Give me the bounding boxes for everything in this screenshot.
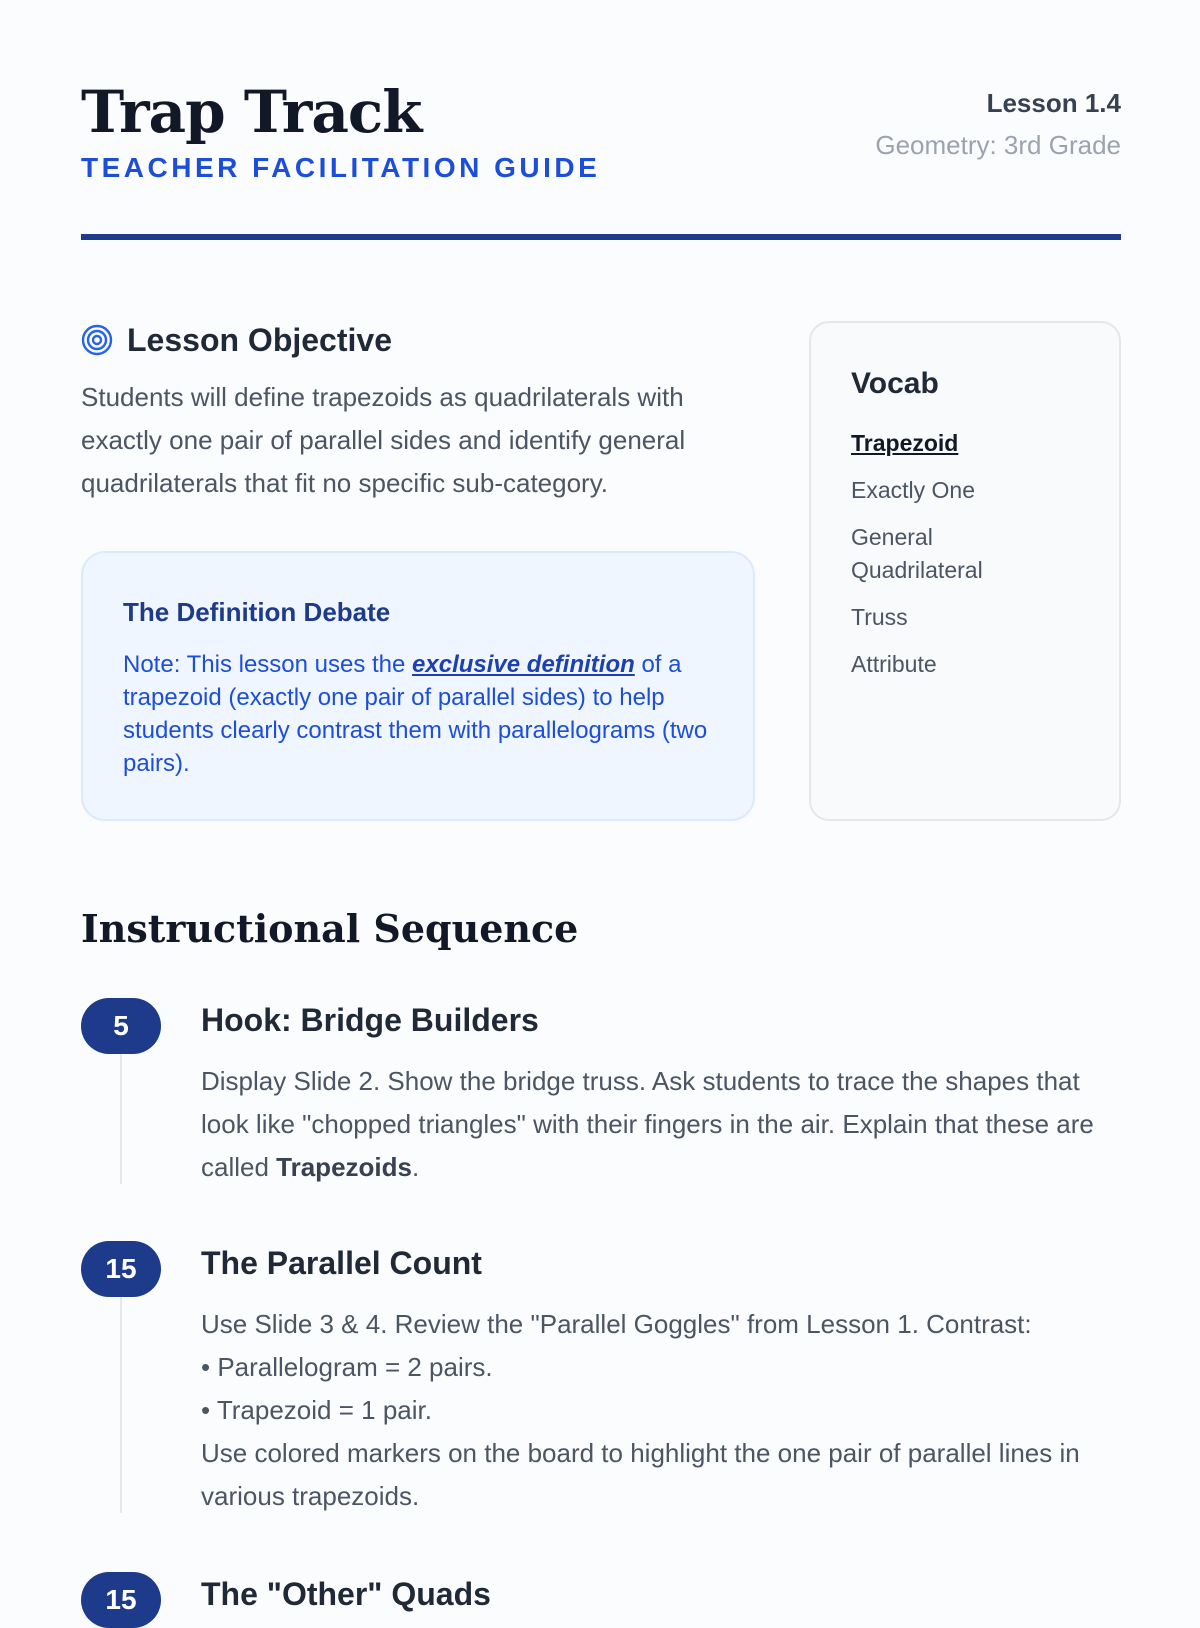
step-body [201, 1303, 1121, 1518]
definition-debate-callout [81, 551, 755, 821]
exclusive-definition-link[interactable]: exclusive definition [412, 651, 635, 678]
vocab-title: Vocab [851, 367, 939, 400]
step-body-end: . [411, 1152, 420, 1182]
step-minutes-badge: 5 [81, 998, 161, 1054]
objective-title: Lesson Objective [127, 321, 392, 358]
step-title: The "Other" Quads [201, 1576, 491, 1612]
callout-text-before: Note: This lesson uses the [123, 651, 413, 678]
document-page [81, 0, 1121, 1615]
step-minutes-badge: 15 [81, 1572, 161, 1628]
step-bullet-trapezoid: • Trapezoid = 1 pair. [201, 1395, 432, 1425]
step-bullet-parallelogram: • Parallelogram = 2 pairs. [201, 1352, 493, 1382]
step-title: The Parallel Count [201, 1245, 482, 1281]
vocab-item-trapezoid[interactable]: Trapezoid [851, 430, 959, 456]
step-body [201, 1060, 1121, 1189]
step-body-line: Use colored markers on the board to highlight the one pair of parallel lines in various trapezoids. [201, 1438, 1080, 1511]
step-body-text: Display Slide 2. Show the bridge truss. Ask students to trace the shapes that look like "chopped triangles" with their fingers in the air. Explain that these are called [201, 1066, 1094, 1182]
timeline-line [120, 1297, 122, 1513]
sequence-title: Instructional Sequence [81, 906, 579, 951]
lesson-number: Lesson 1.4 [986, 88, 1121, 118]
target-icon [81, 324, 113, 356]
lesson-topic: Geometry: 3rd Grade [875, 130, 1121, 160]
step-minutes-badge: 15 [81, 1241, 161, 1297]
step-body-bold: Trapezoids [276, 1152, 412, 1182]
callout-text-after: of a trapezoid (exactly one pair of parallel sides) to help students clearly contrast them with parallelograms (two pairs). [123, 651, 708, 777]
lesson-objective-section [81, 318, 761, 505]
objective-text: Students will define trapezoids as quadrilaterals with exactly one pair of parallel sides and identify general quadrilaterals that fit no specific sub-category. [81, 382, 686, 498]
vocab-panel [809, 321, 1121, 821]
vocab-item-attribute[interactable]: Attribute [851, 651, 937, 677]
vocab-item-truss[interactable]: Truss [851, 604, 908, 630]
callout-title: The Definition Debate [123, 597, 391, 627]
vocab-list [851, 427, 1079, 681]
document-title: Trap Track [81, 78, 422, 146]
objective-heading [81, 318, 761, 362]
document-header [81, 78, 1121, 248]
step-title: Hook: Bridge Builders [201, 1002, 539, 1038]
step-body-line: Use Slide 3 & 4. Review the "Parallel Goggles" from Lesson 1. Contrast: [201, 1309, 1032, 1339]
document-subtitle: TEACHER FACILITATION GUIDE [81, 152, 601, 183]
callout-text [123, 648, 713, 780]
timeline-line [120, 1054, 122, 1184]
header-divider [81, 234, 1121, 240]
vocab-item-exactly-one[interactable]: Exactly One [851, 477, 975, 503]
vocab-item-general-quadrilateral[interactable]: General Quadrilateral [851, 524, 983, 583]
